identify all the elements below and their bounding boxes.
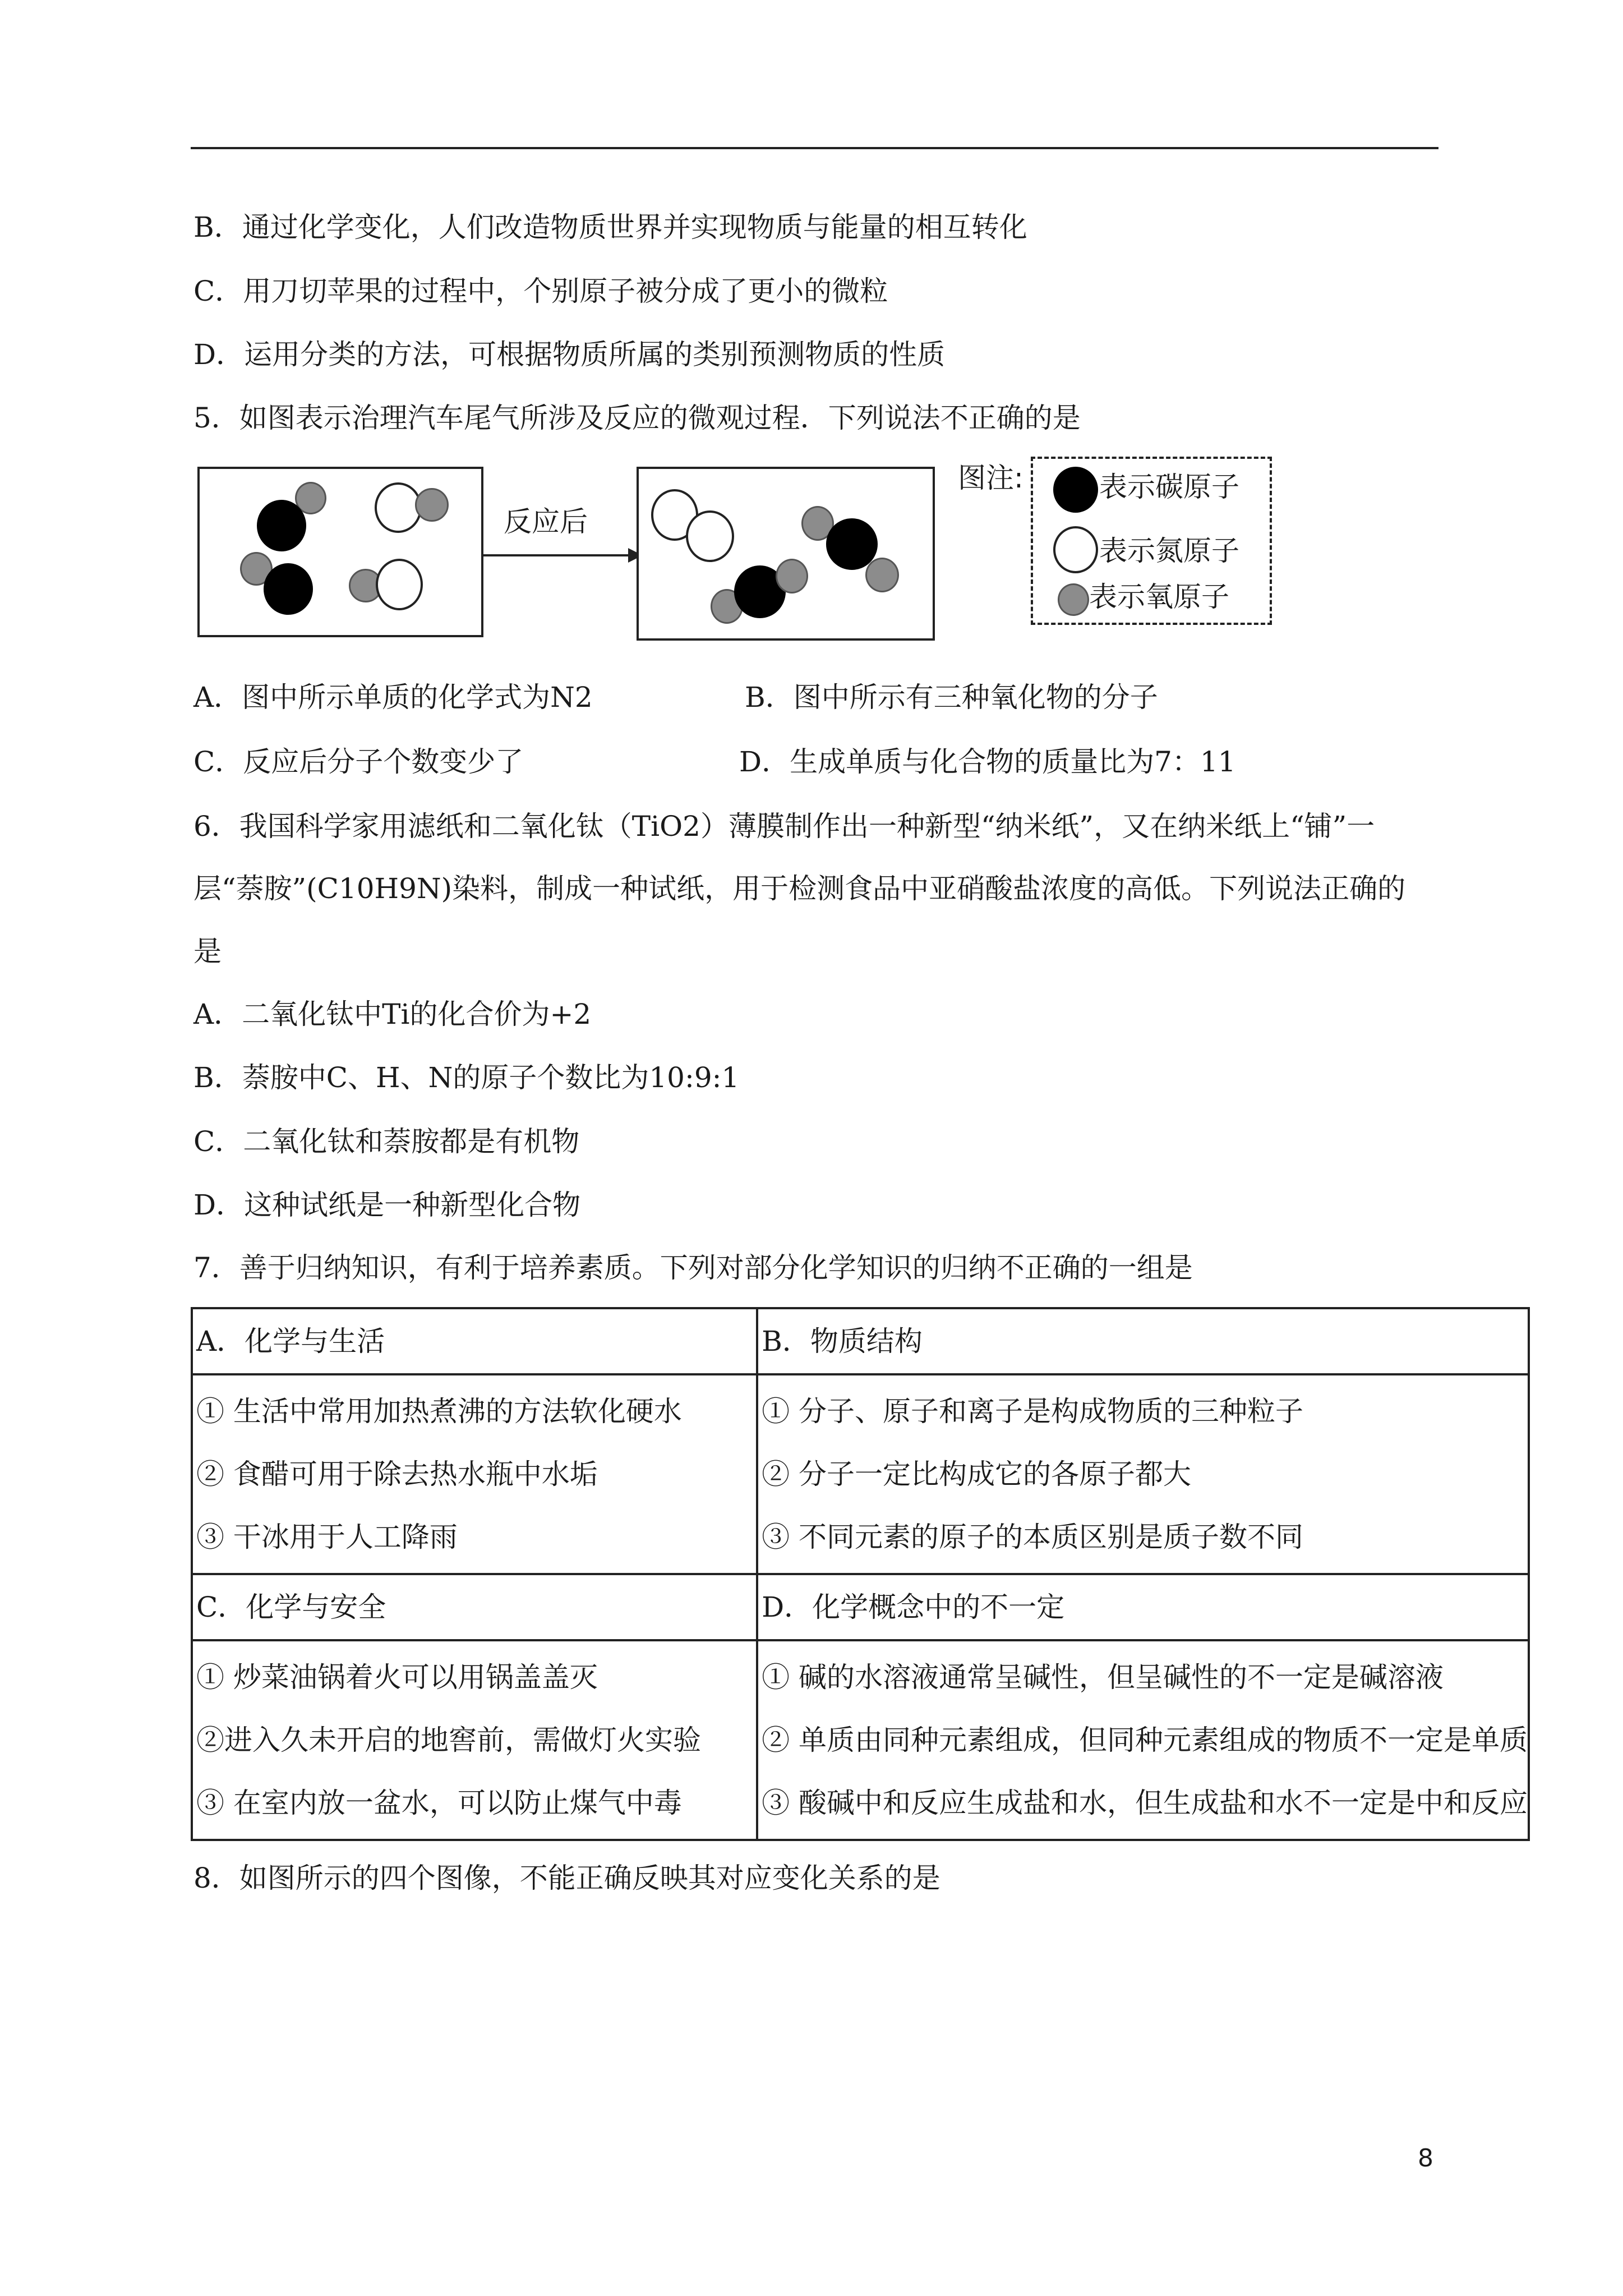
cell-item: ② 单质由同种元素组成，但同种元素组成的物质不一定是单质 xyxy=(762,1724,1528,1756)
legend-carbon-label: 表示碳原子 xyxy=(1099,471,1239,503)
cell-c-head xyxy=(192,1574,757,1640)
legend-title: 图注: xyxy=(958,462,1023,494)
cell-item: ① 分子、原子和离子是构成物质的三种粒子 xyxy=(762,1395,1303,1428)
q5-option-d: D．生成单质与化合物的质量比为7：11 xyxy=(739,746,1236,778)
question-5: 5．如图表示治理汽车尾气所涉及反应的微观过程．下列说法不正确的是 xyxy=(193,402,1081,434)
oxygen-atom xyxy=(776,559,808,593)
arrow-label: 反应后 xyxy=(504,505,588,538)
nitrogen-legend-icon xyxy=(1053,526,1098,573)
q5-option-c: C．反应后分子个数变少了 xyxy=(193,746,524,778)
oxygen-atom xyxy=(415,488,449,522)
cell-a-head xyxy=(192,1308,757,1374)
cell-text: A．化学与生活 xyxy=(196,1325,385,1358)
legend-oxygen-label: 表示氧原子 xyxy=(1089,581,1229,613)
cell-text: D．化学概念中的不一定 xyxy=(762,1591,1065,1623)
before-box xyxy=(197,467,483,637)
q5-option-b: B．图中所示有三种氧化物的分子 xyxy=(745,681,1158,714)
legend-box xyxy=(1031,457,1272,625)
carbon-atom xyxy=(257,500,306,551)
nitrogen-atom xyxy=(375,482,422,533)
oxygen-atom xyxy=(865,558,899,592)
reaction-arrow xyxy=(483,554,630,556)
cell-item: ③ 干冰用于人工降雨 xyxy=(196,1521,458,1553)
q6-option-c: C．二氧化钛和萘胺都是有机物 xyxy=(193,1125,580,1158)
cell-c-body xyxy=(192,1640,757,1840)
cell-item: ③ 在室内放一盆水，可以防止煤气中毒 xyxy=(196,1787,682,1819)
after-box xyxy=(637,467,935,641)
cell-item: ① 碱的水溶液通常呈碱性，但呈碱性的不一定是碱溶液 xyxy=(762,1661,1444,1694)
cell-b-body xyxy=(757,1374,1529,1574)
question-6-line-3: 是 xyxy=(193,935,222,968)
cell-item: ② 食醋可用于除去热水瓶中水垢 xyxy=(196,1458,598,1490)
q4-option-d: D．运用分类的方法，可根据物质所属的类别预测物质的性质 xyxy=(193,338,946,371)
cell-item: ② 分子一定比构成它的各原子都大 xyxy=(762,1458,1191,1490)
nitrogen-atom xyxy=(686,510,734,562)
legend-nitrogen-label: 表示氮原子 xyxy=(1099,535,1239,567)
carbon-atom xyxy=(264,563,313,615)
carbon-legend-icon xyxy=(1053,467,1098,513)
cell-item: ②进入久未开启的地窖前，需做灯火实验 xyxy=(196,1724,701,1756)
q4-option-b: B．通过化学变化，人们改造物质世界并实现物质与能量的相互转化 xyxy=(193,211,1027,243)
page-number: 8 xyxy=(1418,2144,1433,2173)
q7-table xyxy=(191,1307,1530,1841)
cell-text: C．化学与安全 xyxy=(196,1591,386,1623)
cell-item: ③ 酸碱中和反应生成盐和水，但生成盐和水不一定是中和反应 xyxy=(762,1787,1528,1819)
question-7: 7．善于归纳知识，有利于培养素质。下列对部分化学知识的归纳不正确的一组是 xyxy=(193,1251,1193,1284)
cell-text: B．物质结构 xyxy=(762,1325,923,1358)
cell-d-body xyxy=(757,1640,1529,1840)
cell-d-head xyxy=(757,1574,1529,1640)
q4-option-c: C．用刀切苹果的过程中，个别原子被分成了更小的微粒 xyxy=(193,275,888,307)
cell-b-head xyxy=(757,1308,1529,1374)
cell-item: ③ 不同元素的原子的本质区别是质子数不同 xyxy=(762,1521,1303,1553)
header-rule xyxy=(191,147,1438,149)
question-6-line-2: 层“萘胺”(C10H9N)染料，制成一种试纸，用于检测食品中亚硝酸盐浓度的高低。下列说法正确的 xyxy=(193,872,1406,905)
question-8: 8．如图所示的四个图像，不能正确反映其对应变化关系的是 xyxy=(193,1862,940,1894)
nitrogen-atom xyxy=(376,559,423,610)
oxygen-legend-icon xyxy=(1058,583,1089,616)
q6-option-d: D．这种试纸是一种新型化合物 xyxy=(193,1189,581,1221)
q5-option-a: A．图中所示单质的化学式为N2 xyxy=(193,681,593,714)
question-6-line-1: 6．我国科学家用滤纸和二氧化钛（TiO2）薄膜制作出一种新型“纳米纸”，又在纳米纸上“铺”一 xyxy=(193,810,1375,843)
cell-item: ① 生活中常用加热煮沸的方法软化硬水 xyxy=(196,1395,682,1428)
q6-option-b: B．萘胺中C、H、N的原子个数比为10:9:1 xyxy=(193,1061,740,1094)
q6-option-a: A．二氧化钛中Ti的化合价为+2 xyxy=(193,998,592,1030)
cell-item: ① 炒菜油锅着火可以用锅盖盖灭 xyxy=(196,1661,598,1694)
cell-a-body xyxy=(192,1374,757,1574)
